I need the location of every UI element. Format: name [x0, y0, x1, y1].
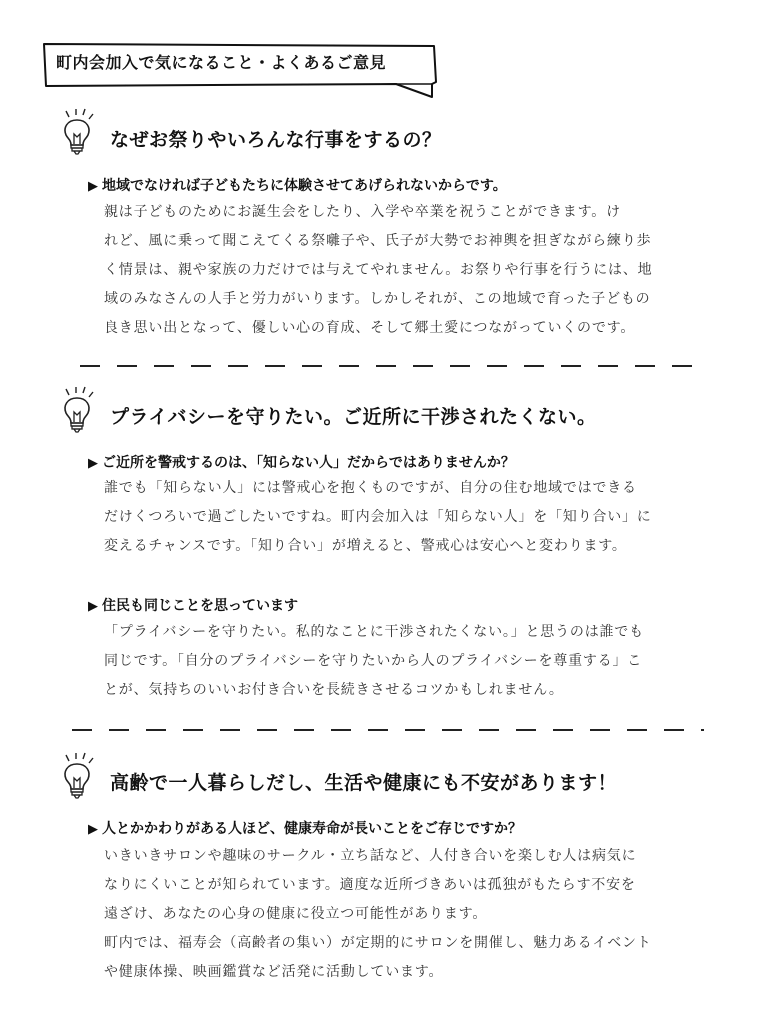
- body-line: 良き思い出となって、優しい心の育成、そして郷土愛につながっていくのです。: [104, 320, 636, 336]
- lightbulb-icon: [58, 752, 98, 800]
- section-divider: [72, 728, 704, 732]
- subsection-heading: ▶ 人とかかわりがある人ほど、健康寿命が長いことをご存じですか？: [88, 821, 522, 837]
- subsection-body: [104, 618, 704, 705]
- section-title-festivals: なぜお祭りやいろんな行事をするの？: [110, 129, 442, 151]
- section-title-elderly: 高齢で一人暮らしだし、生活や健康にも不安があります！: [110, 772, 618, 794]
- body-line: れど、風に乗って聞こえてくる祭囃子や、氏子が大勢でお神輿を担ぎながら練り歩: [104, 233, 652, 249]
- lightbulb-icon: [58, 386, 98, 434]
- subsection-body: [104, 842, 704, 987]
- body-line: 遠ざけ、あなたの心身の健康に役立つ可能性があります。: [104, 906, 488, 922]
- body-line: 「プライバシーを守りたい。私的なことに干渉されたくない。」と思うのは誰でも: [104, 624, 644, 640]
- body-line: 町内では、福寿会（高齢者の集い）が定期的にサロンを開催し、魅力あるイベント: [104, 935, 652, 951]
- triangle-right-icon: ▶: [88, 599, 98, 614]
- subsection-body: [104, 198, 704, 343]
- triangle-right-icon: ▶: [88, 179, 98, 194]
- subsection-heading: ▶ 住民も同じことを思っています: [88, 598, 298, 614]
- body-line: なりにくいことが知られています。適度な近所づきあいは孤独がもたらす不安を: [104, 877, 636, 893]
- lightbulb-icon: [58, 108, 98, 156]
- subsection-heading: ▶ ご近所を警戒するのは、「知らない人」だからではありませんか？: [88, 455, 515, 471]
- triangle-right-icon: ▶: [88, 456, 98, 471]
- body-line: 親は子どものためにお誕生会をしたり、入学や卒業を祝うことができます。け: [104, 204, 621, 220]
- body-line: 域のみなさんの人手と労力がいります。しかしそれが、この地域で育った子どもの: [104, 291, 651, 307]
- body-line: 同じです。「自分のプライバシーを守りたいから人のプライバシーを尊重する」こ: [104, 653, 643, 669]
- subsection-heading: ▶ 地域でなければ子どもたちに体験させてあげられないからです。: [88, 178, 507, 194]
- section-title-privacy: プライバシーを守りたい。ご近所に干渉されたくない。: [110, 406, 597, 428]
- body-line: く情景は、親や家族の力だけでは与えてやれません。お祭りや行事を行うには、地: [104, 262, 653, 278]
- body-line: 変えるチャンスです。「知り合い」が増えると、警戒心は安心へと変わります。: [104, 538, 627, 554]
- body-line: だけくつろいで過ごしたいですね。町内会加入は「知らない人」を「知り合い」に: [104, 509, 652, 525]
- body-line: や健康体操、映画鑑賞など活発に活動しています。: [104, 964, 444, 980]
- body-line: とが、気持ちのいいお付き合いを長続きさせるコツかもしれません。: [104, 682, 564, 698]
- body-line: 誰でも「知らない人」には警戒心を抱くものですが、自分の住む地域ではできる: [104, 480, 637, 496]
- banner-title: 町内会加入で気になること・よくあるご意見: [56, 53, 387, 72]
- body-line: いきいきサロンや趣味のサークル・立ち話など、人付き合いを楽しむ人は病気に: [104, 848, 637, 864]
- section-divider: [72, 364, 704, 368]
- subsection-body: [104, 474, 704, 561]
- triangle-right-icon: ▶: [88, 822, 98, 837]
- page-banner: [40, 40, 440, 100]
